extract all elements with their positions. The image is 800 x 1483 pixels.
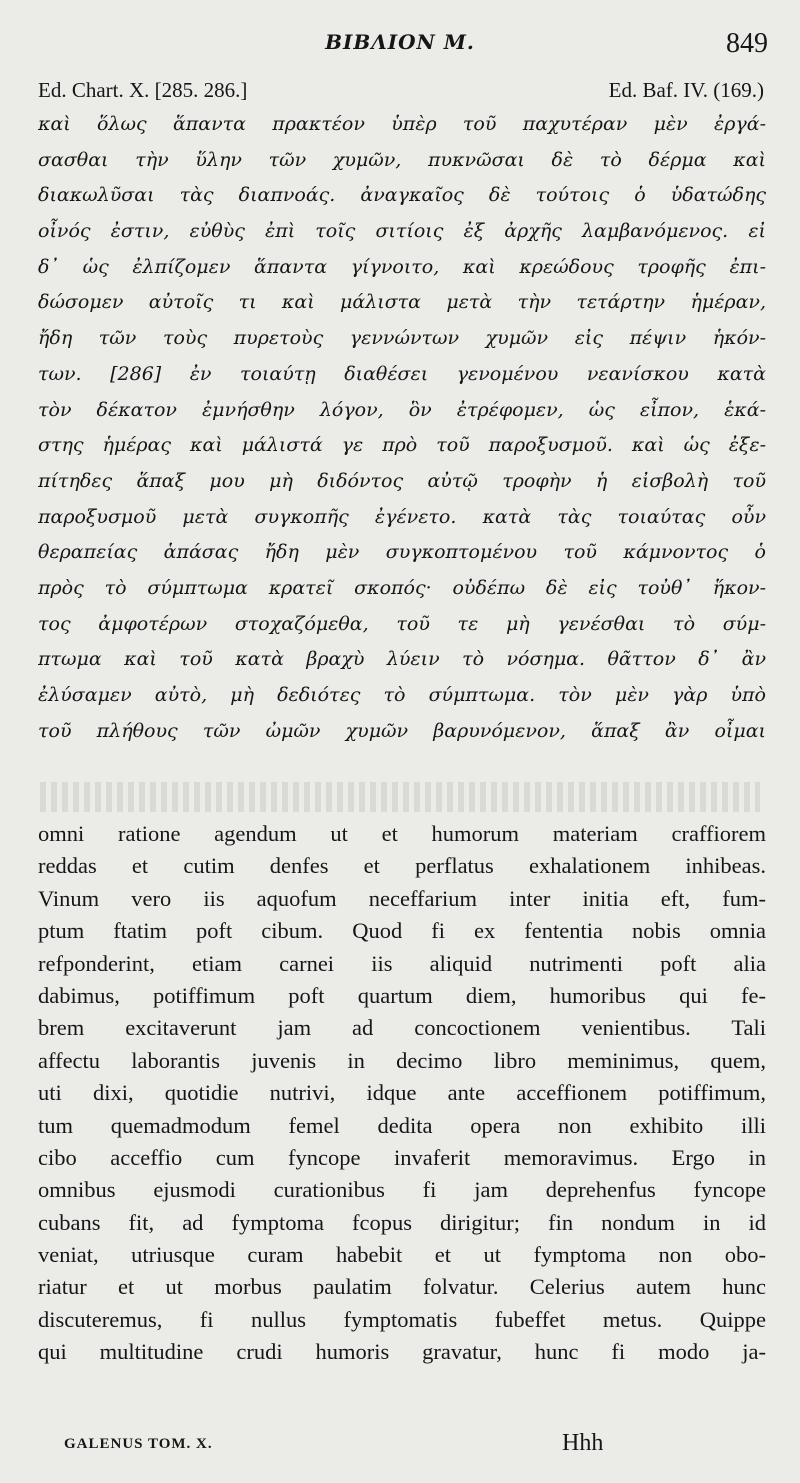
- latin-text-line: discuteremus, fi nullus fymptomatis fubeffet metus. Quippe: [38, 1306, 766, 1332]
- footer-signature: GALENUS TOM. X.: [64, 1436, 213, 1452]
- greek-text-line: πρὸς τὸ σύμπτωμα κρατεῖ σκοπός· οὐδέπω δὲ εἰς τοὐθ᾽ ἥκον-: [38, 576, 766, 599]
- greek-text-line: δώσομεν αὐτοῖς τι καὶ μάλιστα μετὰ τὴν τετάρτην ἡμέραν,: [38, 291, 766, 314]
- latin-text-line: omni ratione agendum ut et humorum materiam craffiorem: [38, 821, 766, 846]
- greek-text-line: τοῦ πλήθους τῶν ὠμῶν χυμῶν βαρυνόμενον, ἅπαξ ἂν οἶμαι: [38, 719, 766, 742]
- greek-text-line: πτωμα καὶ τοῦ κατὰ βραχὺ λύειν τὸ νόσημα. θᾶττον δ᾽ ἂν: [38, 648, 766, 671]
- latin-text-line: cibo acceffio cum fyncope invaferit memoravimus. Ergo in: [38, 1144, 766, 1170]
- latin-text-line: affectu laborantis juvenis in decimo libro meminimus, quem,: [38, 1047, 766, 1073]
- greek-text-line: καὶ ὅλως ἅπαντα πρακτέον ὑπὲρ τοῦ παχυτέραν μὲν ἐργά-: [38, 113, 766, 135]
- greek-text-block: [38, 107, 766, 749]
- greek-text-line: τος ἀμφοτέρων στοχαζόμεθα, τοῦ τε μὴ γενέσθαι τὸ σύμ-: [38, 612, 766, 635]
- show-through-text: [40, 782, 760, 812]
- greek-text-line: διακωλῦσαι τὰς διαπνοάς. ἀναγκαῖος δὲ τούτοις ὁ ὑδατώδης: [38, 184, 766, 207]
- latin-text-line: reddas et cutim denfes et perflatus exhalationem inhibeas.: [38, 853, 766, 879]
- greek-text-line: οἶνός ἐστιν, εὐθὺς ἐπὶ τοῖς σιτίοις ἐξ ἀρχῆς λαμβανόμενος. εἰ: [38, 220, 766, 243]
- greek-text-line: δ᾽ ὡς ἐλπίζομεν ἅπαντα γίγνοιτο, καὶ κρεώδους τροφῆς ἐπι-: [38, 255, 766, 278]
- latin-text-line: refponderint, etiam carnei iis aliquid nutrimenti poft alia: [38, 950, 766, 976]
- latin-text-line: Vinum vero iis aquofum neceffarium inter initia eft, fum-: [38, 885, 766, 911]
- latin-text-line: qui multitudine crudi humoris gravatur, hunc fi modo ja-: [38, 1339, 766, 1365]
- greek-text-line: των. [286] ἐν τοιαύτῃ διαθέσει γενομένου νεανίσκου κατὰ: [38, 362, 766, 385]
- footer-signature-mark: Hhh: [562, 1430, 604, 1456]
- greek-text-line: στης ἡμέρας καὶ μάλιστά γε πρὸ τοῦ παροξυσμοῦ. καὶ ὡς ἐξε-: [38, 434, 766, 457]
- greek-text-line: θεραπείας ἁπάσας ἤδη μὲν συγκοπτομένου τοῦ κάμνοντος ὁ: [38, 541, 766, 564]
- edition-reference-right: Ed. Baf. IV. (169.): [608, 78, 764, 102]
- latin-text-line: veniat, utriusque curam habebit et ut fymptoma non obo-: [38, 1242, 766, 1268]
- latin-text-line: omnibus ejusmodi curationibus fi jam deprehenfus fyncope: [38, 1177, 766, 1203]
- latin-text-line: uti dixi, quotidie nutrivi, idque ante acceffionem potiffimum,: [38, 1080, 766, 1106]
- latin-text-line: ptum ftatim poft cibum. Quod fi ex fententia nobis omnia: [38, 918, 766, 944]
- latin-text-block: [38, 818, 766, 1369]
- latin-text-line: riatur et ut morbus paulatim folvatur. Celerius autem hunc: [38, 1274, 766, 1300]
- greek-text-line: πίτηδες ἅπαξ μου μὴ διδόντος αὐτῷ τροφὴν ἡ εἰσβολὴ τοῦ: [38, 469, 766, 492]
- latin-text-line: cubans fit, ad fymptoma fcopus dirigitur; fin nondum in id: [38, 1209, 766, 1235]
- greek-text-line: σασθαι τὴν ὕλην τῶν χυμῶν, πυκνῶσαι δὲ τὸ δέρμα καὶ: [38, 148, 766, 171]
- greek-text-line: τὸν δέκατον ἐμνήσθην λόγον, ὃν ἐτρέφομεν, ὡς εἶπον, ἑκά-: [38, 398, 766, 421]
- edition-reference-left: Ed. Chart. X. [285. 286.]: [38, 78, 248, 102]
- latin-text-line: tum quemadmodum femel dedita opera non exhibito illi: [38, 1112, 766, 1138]
- greek-text-line: ἐλύσαμεν αὐτὸ, μὴ δεδιότες τὸ σύμπτωμα. τὸν μὲν γὰρ ὑπὸ: [38, 684, 766, 706]
- greek-text-line: παροξυσμοῦ μετὰ συγκοπῆς ἐγένετο. κατὰ τὰς τοιαύτας οὖν: [38, 505, 766, 528]
- latin-text-line: dabimus, potiffimum poft quartum diem, humoribus qui fe-: [38, 982, 766, 1008]
- greek-text-line: ἤδη τῶν τοὺς πυρετοὺς γεννώντων χυμῶν εἰς πέψιν ἡκόν-: [38, 327, 766, 350]
- latin-text-line: brem excitaverunt jam ad concoctionem venientibus. Tali: [38, 1015, 766, 1041]
- page-number: 849: [726, 28, 768, 59]
- running-title: ΒΙΒΛΙΟΝ Μ.: [325, 30, 475, 54]
